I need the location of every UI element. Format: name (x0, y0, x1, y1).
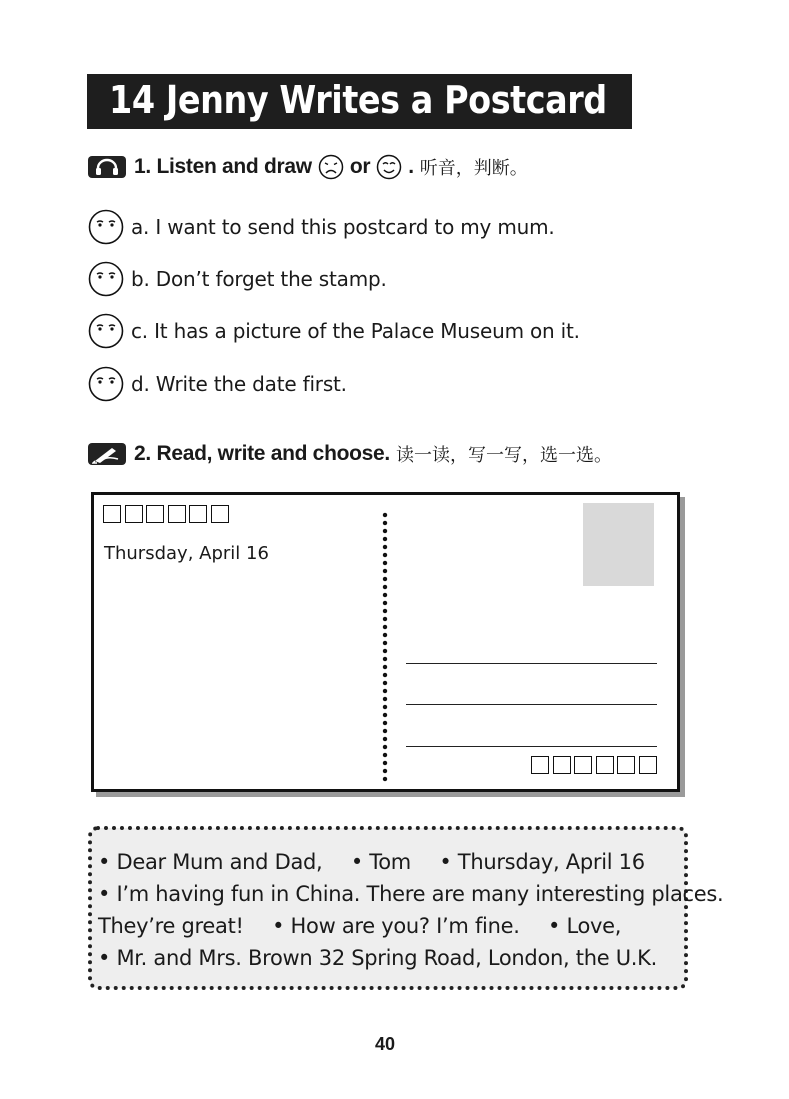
title-bar (87, 74, 632, 129)
headphones-icon (88, 156, 126, 178)
listen-item-a[interactable] (88, 209, 555, 245)
stamp-area (583, 503, 654, 586)
section2-instruction-cn: 读一读，写一写，选一选。 (395, 445, 612, 466)
pencil-writing-icon (88, 443, 126, 465)
listen-item-b-text: b. Don’t forget the stamp. (131, 267, 387, 291)
happy-face-icon (376, 154, 402, 180)
word-bank-line-3 (98, 914, 621, 938)
address-line-2[interactable] (406, 704, 657, 705)
word-bank-line-1 (98, 850, 645, 874)
postcode-boxes-top[interactable] (103, 505, 232, 523)
blank-face-icon[interactable] (88, 366, 124, 402)
section1-title: 1. Listen and draw (134, 155, 312, 178)
section2-heading (88, 441, 612, 467)
listen-item-d-text: d. Write the date first. (131, 372, 347, 396)
address-line-1[interactable] (406, 663, 657, 664)
word-bank-option[interactable]: • Thursday, April 16 (439, 850, 645, 874)
listen-item-d[interactable] (88, 366, 347, 402)
word-bank-option[interactable]: • How are you? I’m fine. (272, 914, 520, 938)
or-word: or (349, 155, 371, 178)
listen-item-c[interactable] (88, 313, 580, 349)
word-bank-option[interactable]: • Tom (350, 850, 411, 874)
sad-face-icon (318, 154, 344, 180)
listen-item-b[interactable] (88, 261, 387, 297)
section1-heading (88, 154, 528, 180)
page-title: 14 Jenny Writes a Postcard (109, 78, 607, 122)
section1-instruction-cn: 听音，判断。 (419, 158, 528, 179)
word-bank-option[interactable]: • Dear Mum and Dad, (98, 850, 323, 874)
section2-title: 2. Read, write and choose. (134, 442, 390, 465)
blank-face-icon[interactable] (88, 261, 124, 297)
postcard (91, 492, 680, 792)
listen-item-a-text: a. I want to send this postcard to my mum. (131, 215, 555, 239)
postcard-date: Thursday, April 16 (104, 543, 269, 564)
word-bank-option[interactable]: • Love, (547, 914, 622, 938)
word-bank-line-4[interactable]: • Mr. and Mrs. Brown 32 Spring Road, London, the U.K. (98, 946, 657, 970)
word-bank-option[interactable]: They’re great! (98, 914, 244, 938)
listen-item-c-text: c. It has a picture of the Palace Museum on it. (131, 319, 580, 343)
heading-period: . (408, 155, 414, 178)
address-line-3[interactable] (406, 746, 657, 747)
postcode-boxes-bottom[interactable] (531, 756, 660, 774)
blank-face-icon[interactable] (88, 209, 124, 245)
word-bank-line-2[interactable]: • I’m having fun in China. There are many interesting places. (98, 882, 724, 906)
postcard-divider (382, 511, 388, 783)
blank-face-icon[interactable] (88, 313, 124, 349)
page-number: 40 (375, 1034, 396, 1054)
